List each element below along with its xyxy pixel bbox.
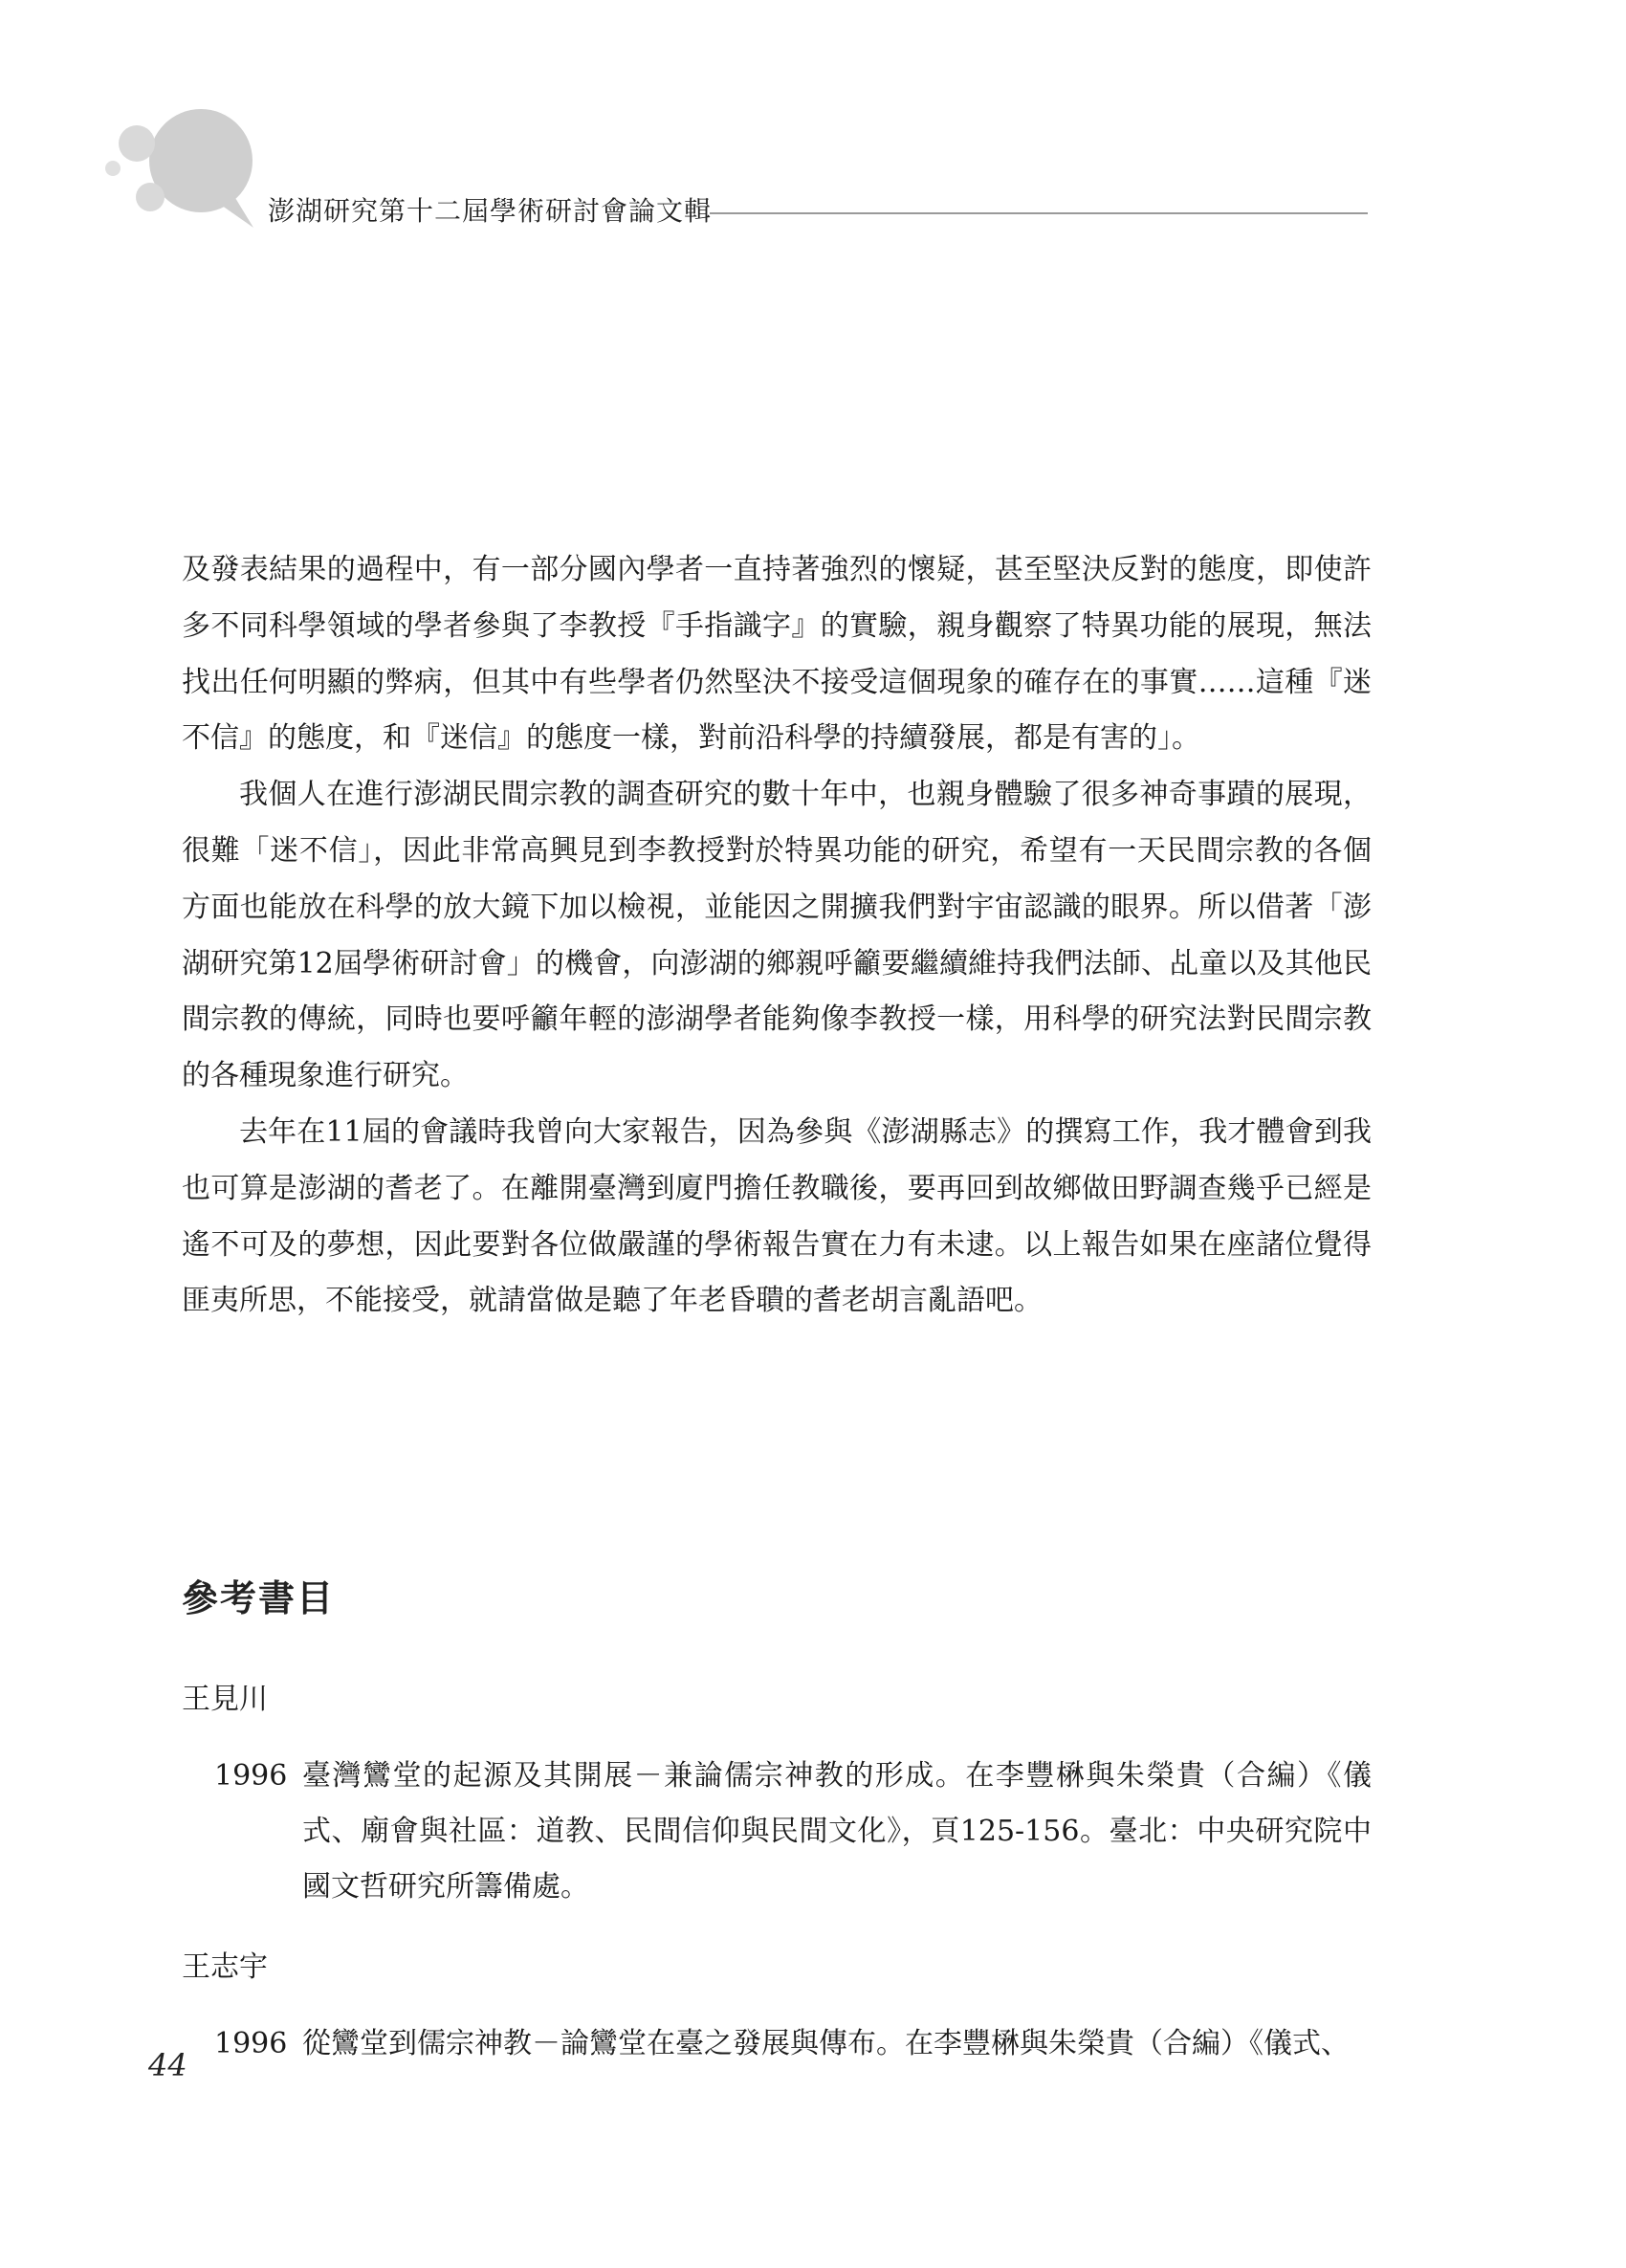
references-list (182, 1672, 1372, 2097)
reference-text: 臺灣鸞堂的起源及其開展－兼論儒宗神教的形成。在李豐楙與朱榮貴（合編）《儀式、廟會與社區：道教、民間信仰與民間文化》，頁125-156。臺北：中央研究院中國文哲研究所籌備處。 (302, 1759, 1372, 1904)
body-paragraph: 我個人在進行澎湖民間宗教的調查研究的數十年中，也親身體驗了很多神奇事蹟的展現，很難「迷不信」，因此非常高興見到李教授對於特異功能的研究，希望有一天民間宗教的各個方面也能放在科學的放大鏡下加以檢視，並能因之開擴我們對宇宙認識的眼界。所以借著「澎湖研究第12屆學術研討會」的機會，向澎湖的鄉親呼籲要繼續維持我們法師、乩童以及其他民間宗教的傳統，同時也要呼籲年輕的澎湖學者能夠像李教授一樣，用科學的研究法對民間宗教的各種現象進行研究。 (182, 778, 1372, 1093)
reference-author: 王志宇 (182, 1950, 268, 1984)
body-paragraph: 去年在11屆的會議時我曾向大家報告，因為參與《澎湖縣志》的撰寫工作，我才體會到我也可算是澎湖的耆老了。在離開臺灣到廈門擔任教職後，要再回到故鄉做田野調查幾乎已經是遙不可及的夢想，因此要對各位做嚴謹的學術報告實在力有未逮。以上報告如果在座諸位覺得匪夷所思，不能接受，就請當做是聽了年老昏聵的耆老胡言亂語吧。 (182, 1114, 1372, 1318)
reference-entry (182, 2016, 1372, 2072)
running-header-title: 澎湖研究第十二屆學術研討會論文輯 (268, 195, 713, 227)
reference-author: 王見川 (182, 1683, 268, 1716)
header-rule (710, 212, 1368, 214)
reference-text: 從鸞堂到儒宗神教－論鸞堂在臺之發展與傳布。在李豐楙與朱榮貴（合編）《儀式、 (302, 2027, 1350, 2060)
references-heading: 參考書目 (182, 1577, 336, 1619)
reference-year: 1996 (214, 2027, 288, 2060)
reference-year: 1996 (214, 1759, 288, 1793)
reference-entry (182, 1749, 1372, 1915)
body-paragraph: 及發表結果的過程中，有一部分國內學者一直持著強烈的懷疑，甚至堅決反對的態度，即使許多不同科學領域的學者參與了李教授『手指識字』的實驗，親身觀察了特異功能的展現，無法找出任何明顯的弊病，但其中有些學者仍然堅決不接受這個現象的確存在的事實……這種『迷不信』的態度，和『迷信』的態度一樣，對前沿科學的持續發展，都是有害的」。 (182, 553, 1372, 756)
page-number: 44 (148, 2047, 187, 2083)
speech-bubble-logo-icon (100, 105, 273, 230)
body-text (182, 542, 1372, 1330)
